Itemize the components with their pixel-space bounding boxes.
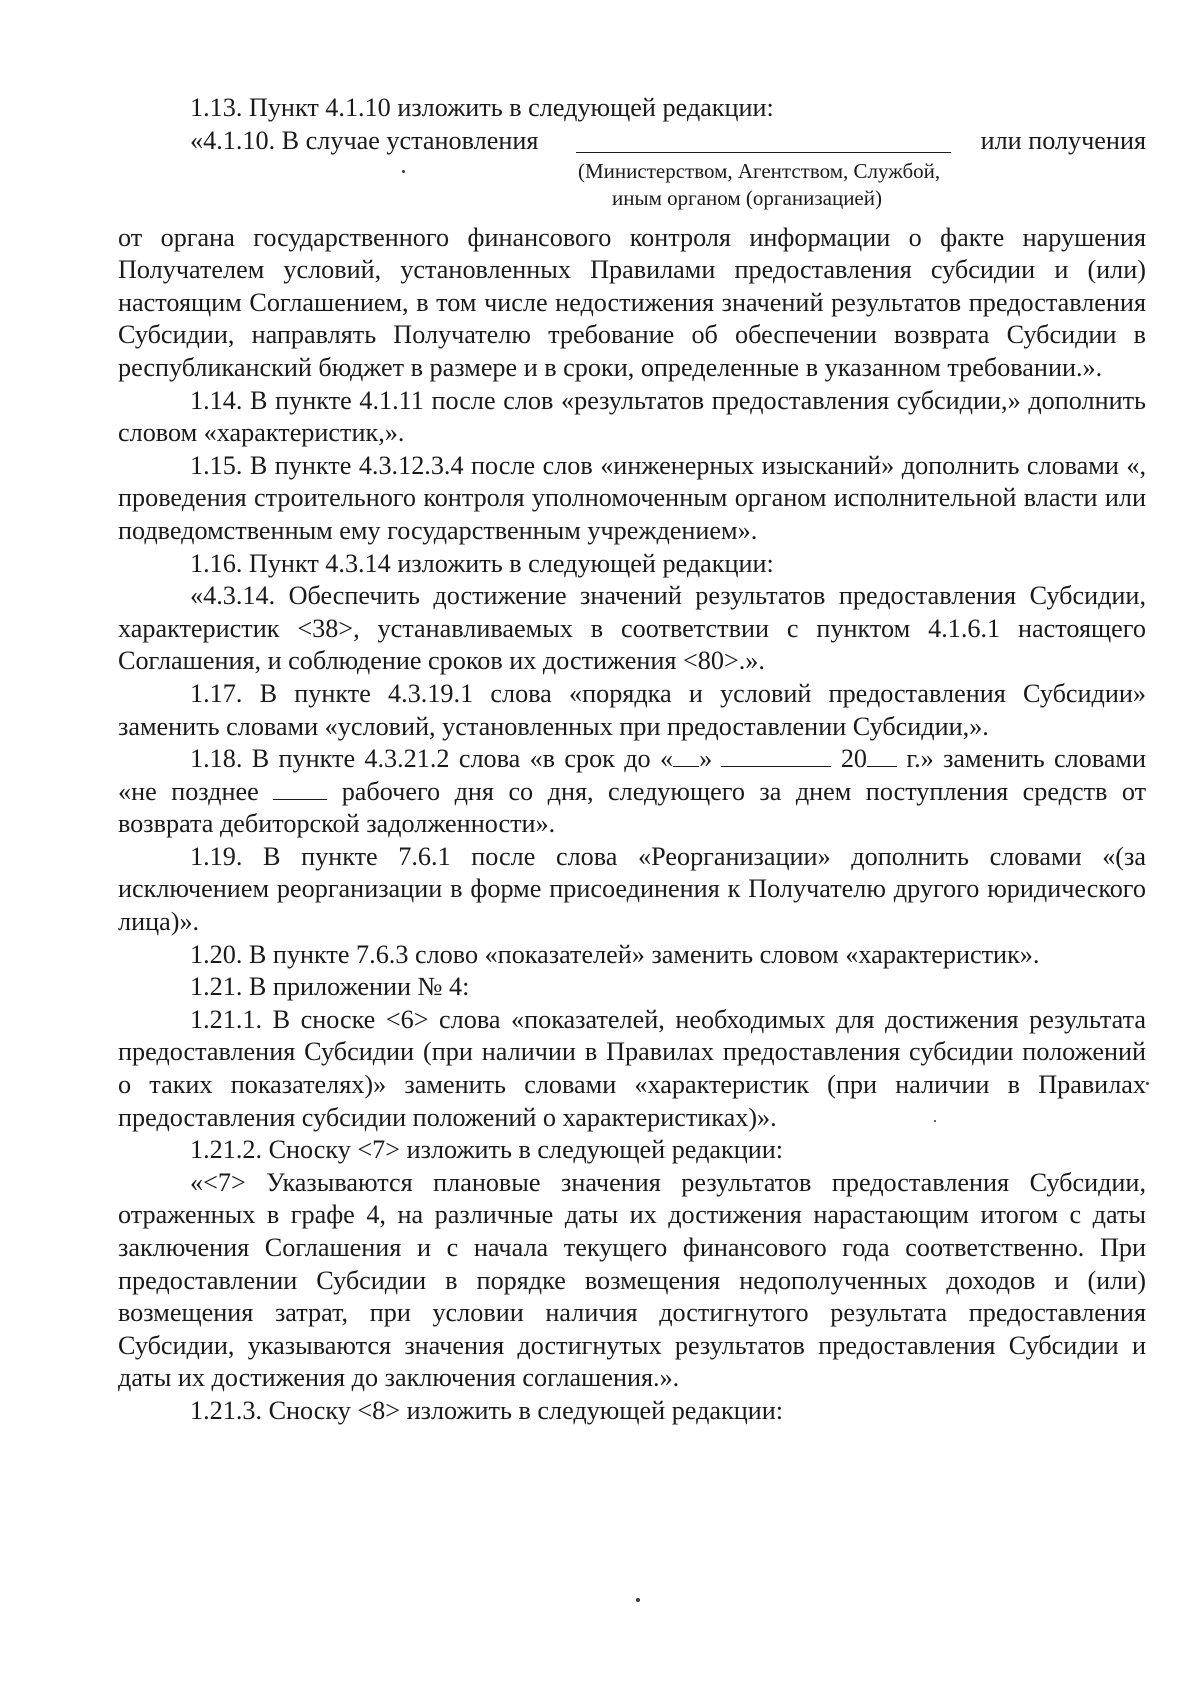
clause-4-1-10-body: от органа государственного финансового контроля информации о факте нарушения Получателем условий, установленных Правилами предоставления субсидии и (или) настоящим Соглашением, в том числе недостижения значений результатов предоставления Субсидии, направлять Получателю требование об обеспечении возврата Субсидии в республиканский бюджет в размере и в сроки, определенные в указанном требовании.». bbox=[118, 222, 1146, 382]
clause-1-18-part-5: рабочего дня со дня, следующего за днем поступления средств от возврата дебиторской задолженности». bbox=[118, 776, 1147, 839]
clause-1-18-part-1: 1.18. В пункте 4.3.21.2 слова «в срок до « bbox=[190, 744, 674, 774]
clause-1-21-3-heading: 1.21.3. Сноску <8> изложить в следующей редакции: bbox=[190, 1395, 784, 1425]
authority-blank bbox=[576, 152, 951, 153]
clause-1-18-part-4: г.» заменить словами «не позднее bbox=[118, 744, 1146, 806]
clause-1-14: 1.14. В пункте 4.1.11 после слов «результатов предоставления субсидии,» дополнить словом «характеристик,». bbox=[118, 385, 1146, 448]
clause-1-18 bbox=[118, 743, 1146, 841]
clause-1-17: 1.17. В пункте 4.3.19.1 слова «порядка и условий предоставления Субсидии» заменить словами «условий, установленных при предоставлении Субсидии,». bbox=[118, 678, 1146, 741]
authority-hint-line-1: (Министерством, Агентством, Службой, bbox=[578, 158, 941, 183]
month-blank bbox=[721, 744, 831, 767]
scan-speck bbox=[1146, 1082, 1149, 1085]
clause-4-1-10-trail: или получения bbox=[980, 125, 1146, 155]
clause-1-21: 1.21. В приложении № 4: bbox=[190, 972, 470, 1002]
clause-1-19: 1.19. В пункте 7.6.1 после слова «Реорганизации» дополнить словами «(за исключением реорганизации в форме присоединения к Получателю другого юридического лица)». bbox=[118, 841, 1146, 937]
authority-hint-line-2: иным органом (организацией) bbox=[612, 185, 882, 210]
scan-speck bbox=[402, 170, 405, 173]
document-body bbox=[118, 92, 1146, 1428]
workday-count-blank bbox=[273, 777, 327, 800]
clause-1-16-heading: 1.16. Пункт 4.3.14 изложить в следующей редакции: bbox=[190, 548, 774, 578]
clause-4-1-10-first-line bbox=[118, 125, 1146, 158]
clause-4-1-10-lead: «4.1.10. В случае установления bbox=[190, 125, 539, 155]
clause-1-15: 1.15. В пункте 4.3.12.3.4 после слов «инженерных изысканий» дополнить словами «, проведения строительного контроля уполномоченным органом исполнительной власти или подведомственным ему государственным учреждением». bbox=[118, 450, 1146, 545]
clause-1-21-1: 1.21.1. В сноске <6> слова «показателей, необходимых для достижения результата предоставления Субсидии (при наличии в Правилах предоставления субсидии положений о таких показателях)» заменить словами «характеристик (при наличии в Правилах предоставления субсидии положений о характеристиках)». bbox=[118, 1004, 1146, 1132]
clause-1-20: 1.20. В пункте 7.6.3 слово «показателей» заменить словом «характеристик». bbox=[190, 939, 1040, 969]
footnote-7-body: «<7> Указываются плановые значения результатов предоставления Субсидии, отраженных в графе 4, на различные даты их достижения нарастающим итогом с даты заключения Соглашения и с начала текущего финансового года соответственно. При предоставлении Субсидии в порядке возмещения недополученных доходов и (или) возмещения затрат, при условии наличия достигнутого результата предоставления Субсидии, указываются значения достигнутых результатов предоставления Субсидии и даты их достижения до заключения соглашения.». bbox=[118, 1167, 1146, 1393]
clause-4-3-14-body: «4.3.14. Обеспечить достижение значений результатов предоставления Субсидии, характеристик <38>, устанавливаемых в соответствии с пунктом 4.1.6.1 настоящего Соглашения, и соблюдение сроков их достижения <80>.». bbox=[118, 581, 1146, 676]
day-blank bbox=[673, 744, 699, 767]
year-blank bbox=[867, 744, 897, 767]
clause-1-21-2-heading: 1.21.2. Сноску <7> изложить в следующей редакции: bbox=[190, 1135, 784, 1165]
scan-speck bbox=[934, 1120, 936, 1122]
authority-hint bbox=[118, 158, 1146, 222]
clause-1-13-heading: 1.13. Пункт 4.1.10 изложить в следующей редакции: bbox=[190, 93, 774, 122]
clause-1-18-part-2: » bbox=[699, 744, 713, 774]
clause-1-18-part-3: 20 bbox=[840, 744, 867, 774]
scan-speck bbox=[636, 1598, 640, 1602]
